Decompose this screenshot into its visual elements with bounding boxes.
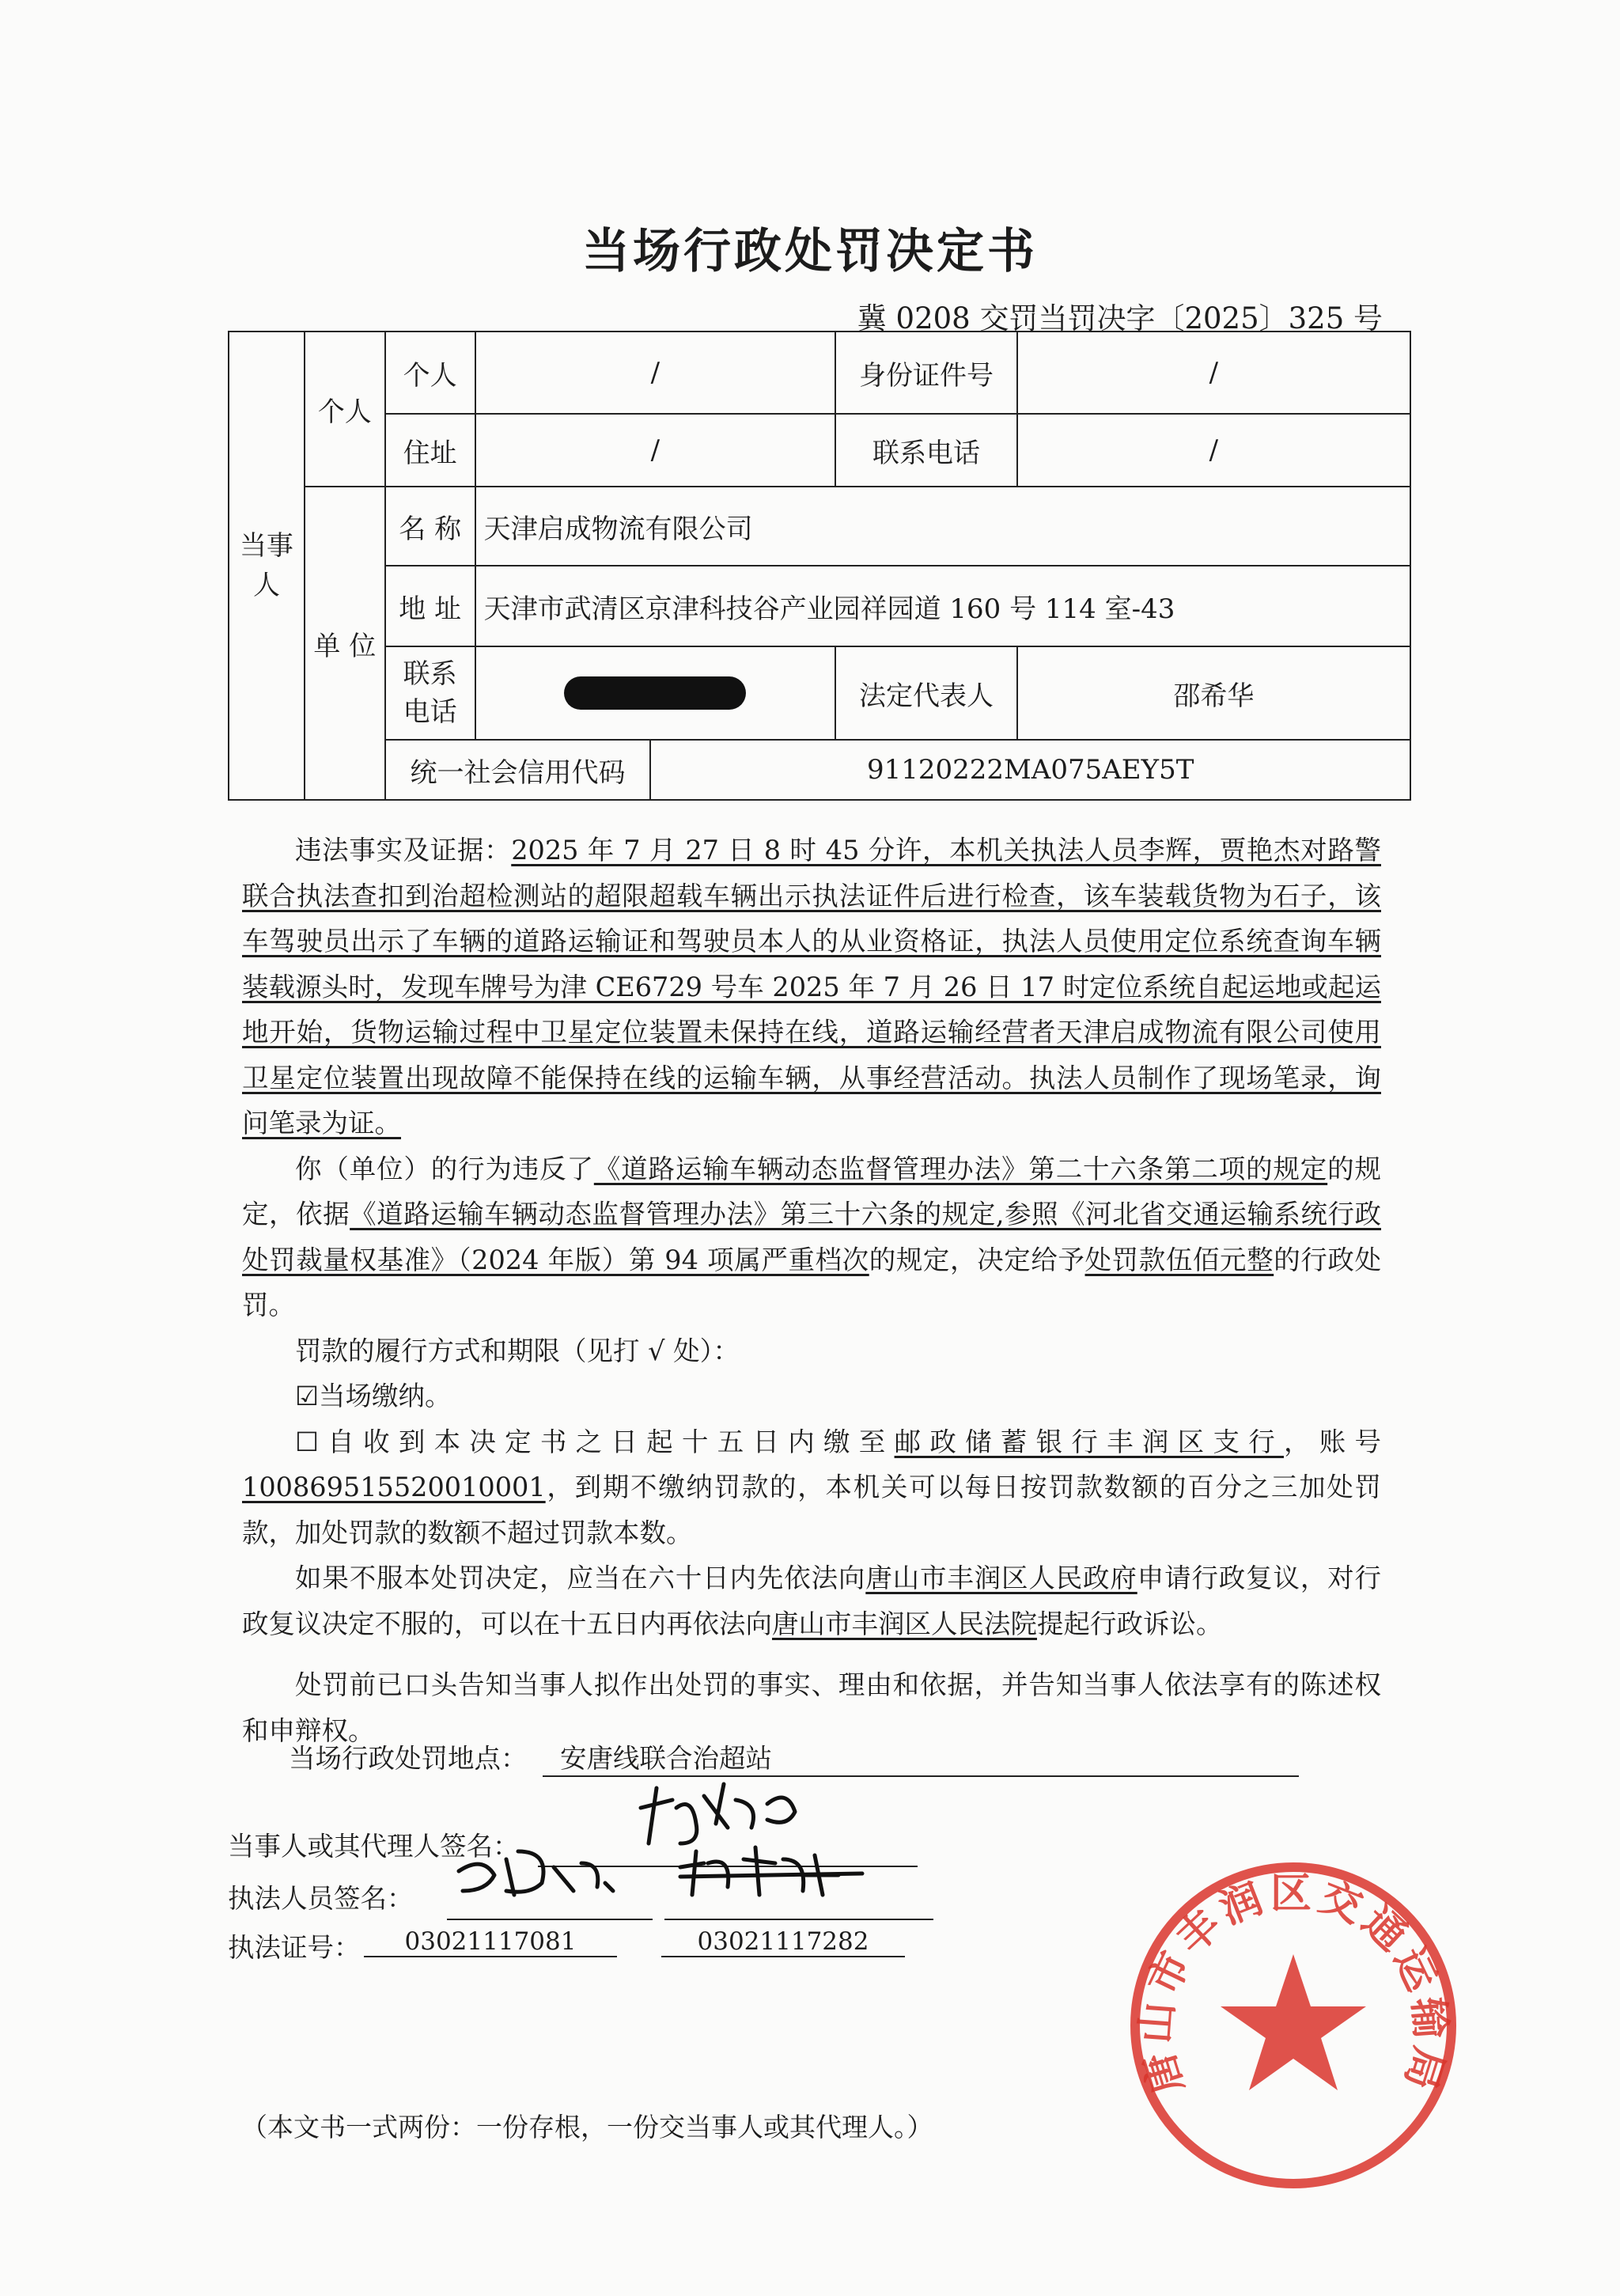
unit-phone-value <box>475 646 836 740</box>
penalty-basis: 《道路运输车辆动态监督管理办法》第三十六条的规定,参照《河北省交通运输系统行政处罚裁量权基准》（2024 年版）第 94 项属严重档次 <box>242 1199 1382 1275</box>
individual-label: 个人 <box>305 332 385 487</box>
unit-name-label: 名 称 <box>385 487 475 566</box>
unit-address-label: 地 址 <box>385 566 475 646</box>
officer2-signature-line <box>664 1919 933 1920</box>
footer-note: （本文书一式两份：一份存根，一份交当事人或其代理人。） <box>241 2112 933 2143</box>
id-number-label: 身份证件号 <box>835 332 1017 414</box>
officer1-cert-number: 03021117081 <box>364 1927 617 1957</box>
individual-phone-value: / <box>1017 414 1410 487</box>
credit-code-value: 91120222MA075AEY5T <box>650 740 1410 800</box>
payment-later-option <box>242 1419 1381 1556</box>
individual-name-value: / <box>475 332 836 414</box>
empty-checkbox-icon: ☐ <box>295 1426 320 1457</box>
penalty-amount: 处罚款伍佰元整 <box>1084 1244 1274 1275</box>
party-table <box>228 331 1411 801</box>
violation-decision-intro: 的规定，决定给予 <box>869 1244 1085 1275</box>
penalty-place-value: 安唐线联合治超站 <box>543 1737 1299 1777</box>
unit-label: 单 位 <box>305 487 385 800</box>
decision-body <box>242 828 1381 1753</box>
official-seal <box>1127 1859 1459 2192</box>
handwritten-signatures <box>443 1772 997 1923</box>
violation-intro: 你（单位）的行为违反了 <box>295 1153 594 1184</box>
party-signature-label: 当事人或其代理人签名： <box>228 1831 520 1862</box>
cert-number-label: 执法证号： <box>228 1932 361 1963</box>
legal-rep-label: 法定代表人 <box>835 646 1017 740</box>
penalty-place-label: 当场行政处罚地点： <box>289 1743 528 1774</box>
violation-end: 的行政处罚。 <box>242 1244 1382 1320</box>
party-label: 当事人 <box>229 332 305 800</box>
review-authority: 唐山市丰润区人民政府 <box>865 1563 1137 1593</box>
document-number: 冀 0208 交罚当罚决字〔2025〕325 号 <box>857 301 1383 335</box>
appeal-middle: 申请行政复议，对行政复议决定不服的，可以在十五日内再依法向 <box>242 1563 1382 1639</box>
seal-star-icon <box>1221 1954 1366 2090</box>
facts-text: 2025 年 7 月 27 日 8 时 45 分许，本机关执法人员李辉，贾艳杰对路警联合执法查扣到治超检测站的超限超载车辆出示执法证件后进行检查，该车装载货物为石子，该车驾驶员出示了车辆的道路运输证和驾驶员本人的从业资格证，执法人员使用定位系统查询车辆装载源头时，发现车牌号为津 CE6729 号车 2025 年 7 月 26 日 17 时定位系统自起运地或起运地开始，货物运输过程中卫星定位装置未保持在线，道路运输经营者天津启成物流有限公司使用卫星定位装置出现故障不能保持在线的运输车辆，从事经营活动。执法人员制作了现场笔录，询问笔录为证。 <box>242 835 1381 1139</box>
individual-phone-label: 联系电话 <box>835 414 1017 487</box>
appeal-end: 提起行政诉讼。 <box>1037 1608 1223 1639</box>
payment-method-label: 罚款的履行方式和期限（见打 √ 处）： <box>295 1335 740 1366</box>
payment-later-text: 自收到本决定书之日起十五日内缴至 <box>319 1426 895 1457</box>
document-title: 当场行政处罚决定书 <box>582 224 1038 279</box>
checked-checkbox-icon: ☑ <box>295 1381 320 1411</box>
unit-address-value: 天津市武清区京津科技谷产业园祥园道 160 号 114 室-43 <box>475 566 1410 646</box>
litigation-court: 唐山市丰润区人民法院 <box>772 1608 1037 1639</box>
bank-name: 邮政储蓄银行丰润区支行 <box>894 1426 1284 1457</box>
credit-code-label: 统一社会信用代码 <box>385 740 651 800</box>
individual-address-label: 住址 <box>385 414 475 487</box>
payment-onsite-option <box>242 1373 1381 1419</box>
redacted-phone <box>564 676 746 710</box>
unit-phone-label: 联系电话 <box>385 646 475 740</box>
appeal-intro: 如果不服本处罚决定，应当在六十日内先依法向 <box>295 1563 866 1593</box>
facts-paragraph <box>242 828 1381 1146</box>
payment-onsite-text: 当场缴纳。 <box>319 1381 452 1411</box>
late-fee-text: ，到期不缴纳罚款的，本机关可以每日按罚款数额的百分之三加处罚款，加处罚款的数额不超过罚款本数。 <box>242 1472 1381 1548</box>
violated-regulation: 《道路运输车辆动态监督管理办法》第二十六条第二项的规定 <box>593 1153 1328 1184</box>
unit-name-value: 天津启成物流有限公司 <box>475 487 1410 566</box>
legal-rep-value: 邵希华 <box>1017 646 1410 740</box>
account-label: ，账号 <box>1283 1426 1382 1457</box>
seal-text: 唐山市丰润区交通运输局 <box>1132 1870 1455 2100</box>
individual-name-label: 个人 <box>385 332 475 414</box>
violation-paragraph <box>242 1146 1381 1328</box>
violation-basis-intro: 的规定，依据 <box>242 1153 1382 1229</box>
facts-label: 违法事实及证据： <box>295 835 512 866</box>
individual-address-value: / <box>475 414 836 487</box>
officer-signature-label: 执法人员签名： <box>228 1883 414 1914</box>
officer1-signature-line <box>447 1919 653 1920</box>
notice-paragraph: 处罚前已口头告知当事人拟作出处罚的事实、理由和依据，并告知当事人依法享有的陈述权和申辩权。 <box>242 1669 1381 1746</box>
id-number-value: / <box>1017 332 1410 414</box>
appeal-paragraph <box>242 1555 1381 1646</box>
bank-account: 100869515520010001 <box>242 1472 546 1502</box>
officer2-cert-number: 03021117282 <box>661 1927 905 1957</box>
